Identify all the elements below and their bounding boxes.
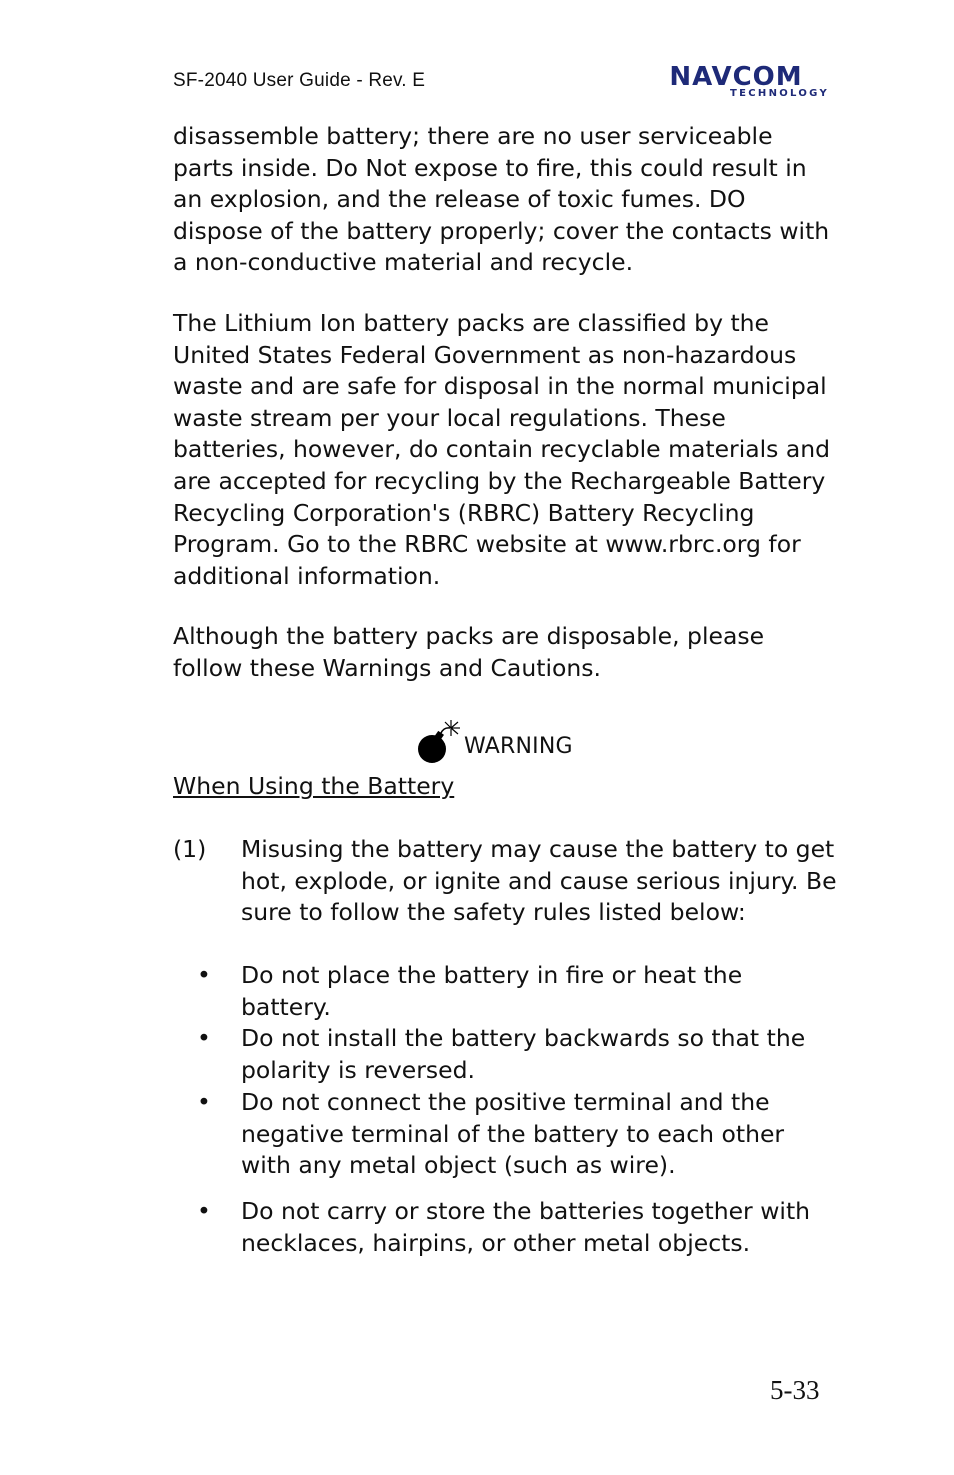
item-number: (1) <box>173 835 207 863</box>
paragraph-warnings-intro: Although the battery packs are disposable, please follow these Warnings and Cautions. <box>173 622 765 682</box>
bullet-text: Do not carry or store the batteries together with necklaces, hairpins, or other metal objects. <box>241 1197 811 1257</box>
bullet-icon: • <box>197 961 211 989</box>
bullet-icon: • <box>197 1197 211 1225</box>
bullet-icon: • <box>197 1088 211 1116</box>
bullet-text: Do not install the battery backwards so that the polarity is reversed. <box>241 1024 806 1084</box>
warning-heading <box>412 720 612 764</box>
item-text: Misusing the battery may cause the battery to get hot, explode, or ignite and cause serious injury. Be sure to follow the safety rules listed below: <box>241 835 837 927</box>
warning-label: WARNING <box>464 734 573 759</box>
section-heading: When Using the Battery <box>173 772 455 800</box>
bullet-icon: • <box>197 1024 211 1052</box>
bullet-text: Do not connect the positive terminal and the negative terminal of the battery to each other with any metal object (such as wire). <box>241 1088 785 1180</box>
navcom-logo <box>643 62 829 100</box>
paragraph-lithium-ion: The Lithium Ion battery packs are classified by the United States Federal Government as non-hazardous waste and are safe for disposal in the normal municipal waste stream per your local regulations. These batteries, however, do contain recyclable materials and are accepted for recycling by the Rechargeable Battery Recycling Corporation's (RBRC) Battery Recycling Program. Go to the RBRC website at www.rbrc.org for additional information. <box>173 309 831 590</box>
paragraph-disposal: disassemble battery; there are no user serviceable parts inside. Do Not expose to fire, this could result in an explosion, and the release of toxic fumes. DO dispose of the battery properly; cover the contacts with a non-conductive material and recycle. <box>173 122 830 277</box>
logo-subtitle: TECHNOLOGY <box>730 88 829 99</box>
page-number: 5-33 <box>770 1375 820 1405</box>
document-header-title: SF-2040 User Guide - Rev. E <box>173 70 426 91</box>
bullet-text: Do not place the battery in fire or heat the battery. <box>241 961 743 1021</box>
logo-wordmark: NAVCOM <box>669 62 803 92</box>
bomb-icon <box>412 720 464 764</box>
